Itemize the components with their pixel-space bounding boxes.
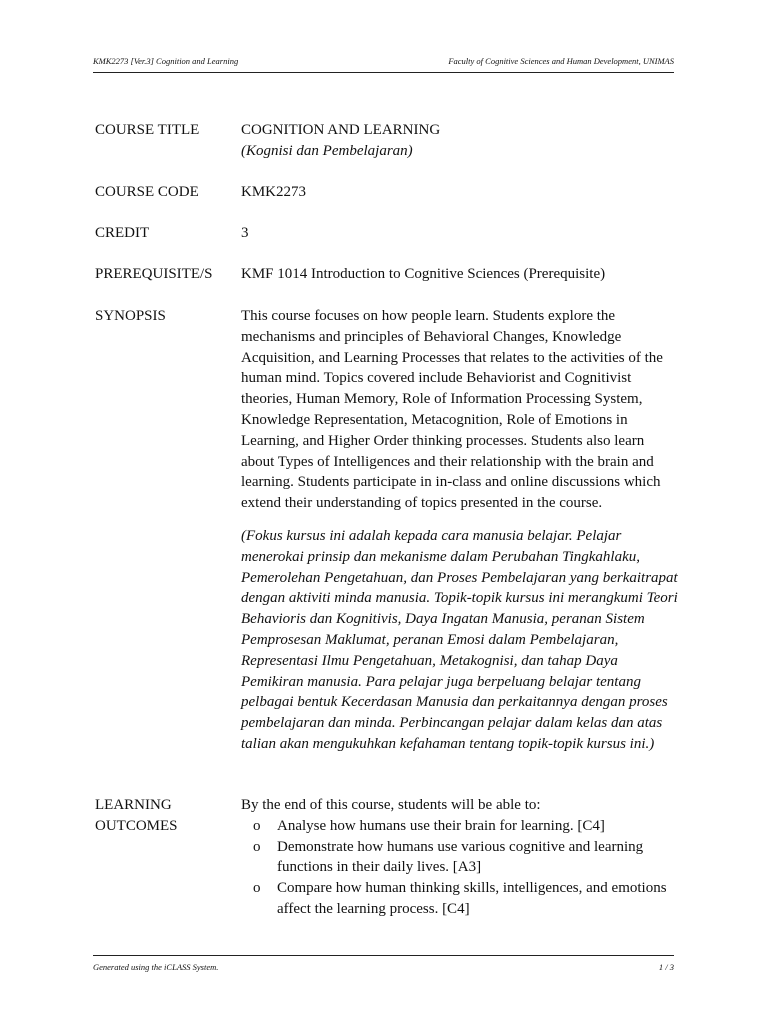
course-code-value: KMK2273 xyxy=(241,184,307,200)
course-title-label: COURSE TITLE xyxy=(95,122,200,138)
outcome-text: Analyse how humans use their brain for learning. [C4] xyxy=(277,817,605,834)
learning-outcomes-list xyxy=(241,816,680,920)
learning-outcomes-label-line1: LEARNING xyxy=(95,797,172,813)
footer-generated: Generated using the iCLASS System. xyxy=(93,962,219,972)
header-faculty: Faculty of Cognitive Sciences and Human Development, UNIMAS xyxy=(448,56,674,66)
bullet-marker: o xyxy=(253,817,261,834)
synopsis-english: This course focuses on how people learn. Students explore the mechanisms and principles of Behavioral Changes, Knowledge Acquisition, and Learning Processes that relates to the activities of the human mind. Topics covered include Behaviorist and Cognitivist theories, Human Memory, Role of Information Processing System, Knowledge Representation, Metacognition, Role of Emotions in Learning, and Higher Order thinking processes. Students also learn about Types of Intelligences and their relationship with the brain and learning. Students participate in in-class and online discussions which extend their understanding of topics presented in the course. xyxy=(241,308,663,512)
course-title-malay: (Kognisi dan Pembelajaran) xyxy=(241,142,413,159)
learning-outcomes-intro: By the end of this course, students will be able to: xyxy=(241,797,541,813)
credit-label: CREDIT xyxy=(95,225,150,241)
prerequisite-label: PREREQUISITE/S xyxy=(95,266,213,282)
outcome-text: Compare how human thinking skills, intelligences, and emotions affect the learning process. [C4] xyxy=(277,880,667,917)
synopsis-malay: (Fokus kursus ini adalah kepada cara manusia belajar. Pelajar menerokai prinsip dan mekanisme dalam Perubahan Tingkahlaku, Pemerolehan Pengetahuan, dan Proses Pembelajaran yang berkaitrapat dengan aktiviti minda manusia. Topik-topik kursus ini merangkumi Teori Behavioris dan Kognitivis, Daya Ingatan Manusia, peranan Sistem Pemprosesan Maklumat, peranan Emosi dalam Pembelajaran, Representasi Ilmu Pengetahuan, Metakognisi, dan tahap Daya Pemikiran manusia. Para pelajar juga berpeluang belajar tentang pelbagai bentuk Kecerdasan Manusia dan perkaitannya dengan proses pembelajaran dan minda. Perbincangan pelajar dalam kelas dan atas talian akan mengukuhkan kefahaman tentang topik-topik kursus ini.) xyxy=(241,527,678,752)
learning-outcomes-label-line2: OUTCOMES xyxy=(95,817,178,834)
synopsis-value xyxy=(241,306,680,755)
synopsis-label: SYNOPSIS xyxy=(95,308,166,324)
header-course: KMK2273 [Ver.3] Cognition and Learning xyxy=(93,56,239,66)
course-title-english: COGNITION AND LEARNING xyxy=(241,122,441,138)
course-title-value xyxy=(241,120,680,162)
outcome-text: Demonstrate how humans use various cognitive and learning functions in their daily lives. [A3] xyxy=(277,838,644,876)
list-item xyxy=(241,816,680,837)
learning-outcomes-value xyxy=(241,795,680,920)
page-footer xyxy=(93,955,674,972)
bullet-marker: o xyxy=(253,838,261,855)
list-item xyxy=(241,878,680,920)
bullet-marker: o xyxy=(253,880,261,897)
page-number: 1 / 3 xyxy=(658,962,674,972)
course-code-label: COURSE CODE xyxy=(95,184,199,200)
list-item xyxy=(241,837,680,879)
page-header xyxy=(93,56,674,73)
credit-value: 3 xyxy=(241,225,249,241)
learning-outcomes-label xyxy=(95,795,235,837)
prerequisite-value: KMF 1014 Introduction to Cognitive Sciences (Prerequisite) xyxy=(241,266,606,282)
